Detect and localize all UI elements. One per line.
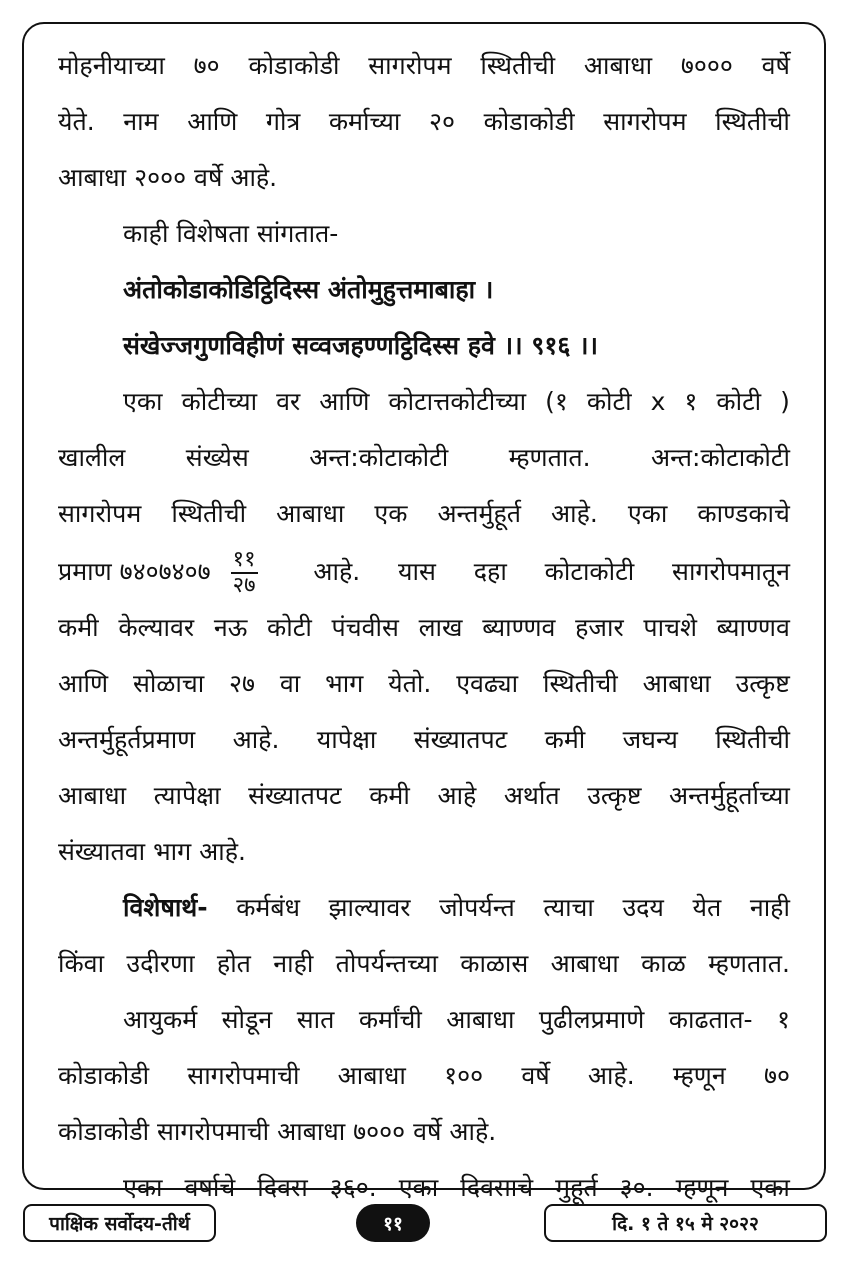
word: कोटी [716, 387, 762, 416]
text-line-2 [58, 94, 790, 150]
word: स्थितीची [542, 669, 618, 698]
text-line-17 [58, 936, 790, 992]
publication-name: पाक्षिक सर्वोदय-तीर्थ [23, 1204, 216, 1242]
fraction-before-text: प्रमाण ७४०७४०७ [58, 557, 211, 586]
word: सागरोपम [368, 51, 452, 80]
word: आहे. [551, 499, 598, 528]
word: १ [684, 387, 698, 416]
word: ३०. [619, 1173, 654, 1202]
word: कोटात्तकोटीच्या [388, 387, 527, 416]
word: किंवा [58, 949, 105, 978]
word: पंचवीस [331, 613, 399, 642]
word: मोहनीयाच्या [58, 51, 165, 80]
word: कोडाकोडी [58, 1061, 150, 1090]
word: आहे. [587, 1061, 635, 1090]
word: सोडून [221, 1005, 273, 1034]
word: स्थितीची [480, 51, 556, 80]
word: १ [776, 1005, 790, 1034]
fraction-after-word-2: यास [398, 557, 436, 586]
word: स्थितीची [715, 725, 790, 754]
text-line-20: कोडाकोडी सागरोपमाची आबाधा ७००० वर्षे आहे. [58, 1117, 497, 1146]
word: आबाधा [642, 669, 711, 698]
word: आबाधा [337, 1061, 406, 1090]
word: २७ [229, 669, 256, 698]
word: म्हणून [672, 1061, 726, 1090]
word: काढतात- [668, 1005, 753, 1034]
word: काळास [460, 949, 529, 978]
word: एका [627, 499, 668, 528]
word: १०० [444, 1061, 484, 1090]
fraction-after-word-1: आहे. [313, 557, 361, 586]
page-number: ११ [356, 1204, 430, 1242]
word: कोडाकोडी [248, 51, 340, 80]
fraction-numerator: ११ [232, 547, 256, 572]
vishesharth-word: नाही [749, 893, 790, 922]
word: २० [428, 107, 455, 136]
word: म्हणतात. [708, 949, 790, 978]
word: आणि [187, 107, 238, 136]
vishesharth-word: कर्मबंध [236, 893, 301, 922]
word: कर्मांची [358, 1005, 422, 1034]
word: ७० [763, 1061, 790, 1090]
word: पाचशे [643, 613, 697, 642]
text-line-13 [58, 712, 790, 768]
word: ३६०. [329, 1173, 377, 1202]
word: अन्तर्मुहूर्त [437, 499, 521, 528]
word: उत्कृष्ट [587, 781, 642, 810]
word: कोडाकोडी [483, 107, 575, 136]
word: ७००० [680, 51, 733, 80]
text-line-19 [58, 1048, 790, 1104]
vishesharth-word: येत [692, 893, 722, 922]
word: आणि [58, 669, 109, 698]
word: येतो. [388, 669, 432, 698]
word: अन्तर्मुहूर्ताच्या [669, 781, 790, 810]
word: खालील [58, 443, 126, 472]
text-line-11 [58, 600, 790, 656]
text-line-14 [58, 768, 790, 824]
word: एका [398, 1173, 439, 1202]
text-line-9 [58, 486, 790, 542]
word: सागरोपमाची [187, 1061, 300, 1090]
word: उदीरणा [126, 949, 195, 978]
word: आणि [319, 387, 370, 416]
text-line-12 [58, 656, 790, 712]
word: कोटी [586, 387, 632, 416]
word: एका [750, 1173, 790, 1202]
word: स्थितीची [715, 107, 790, 136]
word: भाग [325, 669, 364, 698]
verse-line-1: अंतोकोडाकोडिट्ठिदिस्स अंतोमुहुत्तमाबाहा । [123, 275, 494, 304]
text-line-18 [123, 992, 790, 1048]
word: कोटी [267, 613, 312, 642]
word: नऊ [213, 613, 248, 642]
word: आयुकर्म [123, 1005, 198, 1034]
word: म्हणतात. [508, 443, 591, 472]
word: कमी [58, 613, 99, 642]
word: त्यापेक्षा [153, 781, 221, 810]
verse-line-2: संखेज्जगुणविहीणं सव्वजहण्णट्ठिदिस्स हवे ।। ९१६ ।। [123, 331, 598, 360]
word: कमी [544, 725, 586, 754]
word: सात [296, 1005, 335, 1034]
word: वर्षाचे [184, 1173, 236, 1202]
word: एका [123, 387, 163, 416]
word: काळ [641, 949, 686, 978]
fraction-denominator: २७ [232, 573, 256, 598]
word: (१ [545, 387, 568, 416]
word: ब्याण्णव [716, 613, 790, 642]
text-line-8 [58, 430, 790, 486]
word: उत्कृष्ट [735, 669, 790, 698]
vishesharth-word: जोपर्यन्त [439, 893, 515, 922]
word: ब्याण्णव [482, 613, 556, 642]
word: ) [780, 387, 790, 416]
word: आबाधा [446, 1005, 515, 1034]
text-line-7 [123, 374, 790, 430]
word: यापेक्षा [316, 725, 377, 754]
word: आबाधा [58, 781, 127, 810]
word: कमी [369, 781, 410, 810]
fraction-after-word-5: सागरोपमातून [672, 557, 790, 586]
word: अन्त:कोटाकोटी [309, 443, 449, 472]
word: वर [276, 387, 301, 416]
word: सागरोपम [603, 107, 687, 136]
word: ७० [193, 51, 220, 80]
word: x [650, 387, 666, 416]
word: पुढीलप्रमाणे [538, 1005, 645, 1034]
vishesharth-word: उदय [622, 893, 664, 922]
text-line-15: संख्यातवा भाग आहे. [58, 837, 246, 866]
vishesharth-heading: विशेषार्थ- [123, 893, 208, 922]
word: संख्यातपट [248, 781, 342, 810]
word: काण्डकाचे [697, 499, 790, 528]
word: नाही [273, 949, 314, 978]
fraction-after-word-3: दहा [473, 557, 507, 586]
text-line-fraction [58, 544, 790, 600]
word: अन्त:कोटाकोटी [651, 443, 790, 472]
word: केल्यावर [118, 613, 195, 642]
word: दिवसाचे [460, 1173, 534, 1202]
word: कोटीच्या [181, 387, 258, 416]
fraction [231, 548, 258, 598]
word: हजार [575, 613, 624, 642]
word: आबाधा [550, 949, 619, 978]
word: सोळाचा [132, 669, 205, 698]
vishesharth-word: झाल्यावर [328, 893, 411, 922]
word: नाम [123, 107, 159, 136]
word: दिवस [257, 1173, 308, 1202]
word: वर्षे [521, 1061, 550, 1090]
word: सागरोपम [58, 499, 142, 528]
text-line-3: आबाधा २००० वर्षे आहे. [58, 163, 278, 192]
word: अर्थात [503, 781, 560, 810]
word: अन्तर्मुहूर्तप्रमाण [58, 725, 196, 754]
word: लाख [418, 613, 463, 642]
issue-date: दि. १ ते १५ मे २०२२ [544, 1204, 827, 1242]
text-line-1 [58, 38, 790, 94]
word: संख्यातपट [413, 725, 508, 754]
word: म्हणून [675, 1173, 729, 1202]
vishesharth-word: त्याचा [543, 893, 594, 922]
fraction-line-start [58, 544, 276, 600]
word: कर्माच्या [328, 107, 401, 136]
word: आबाधा [583, 51, 653, 80]
word: येते. [58, 107, 95, 136]
word: एक [374, 499, 408, 528]
vishesharth-line [123, 880, 790, 936]
word: तोपर्यन्तच्या [335, 949, 438, 978]
word: एका [123, 1173, 163, 1202]
word: आबाधा [276, 499, 345, 528]
word: वर्षे [761, 51, 790, 80]
word: आहे. [232, 725, 280, 754]
word: जघन्य [622, 725, 678, 754]
word: संख्येस [185, 443, 249, 472]
word: गोत्र [265, 107, 301, 136]
intro-line: काही विशेषता सांगतात- [123, 219, 339, 248]
word: मुहूर्त [555, 1173, 598, 1202]
word: आहे [437, 781, 477, 810]
word: स्थितीची [171, 499, 247, 528]
fraction-after-word-4: कोटाकोटी [544, 557, 635, 586]
word: होत [216, 949, 251, 978]
word: वा [279, 669, 301, 698]
word: एवढ्या [456, 669, 519, 698]
